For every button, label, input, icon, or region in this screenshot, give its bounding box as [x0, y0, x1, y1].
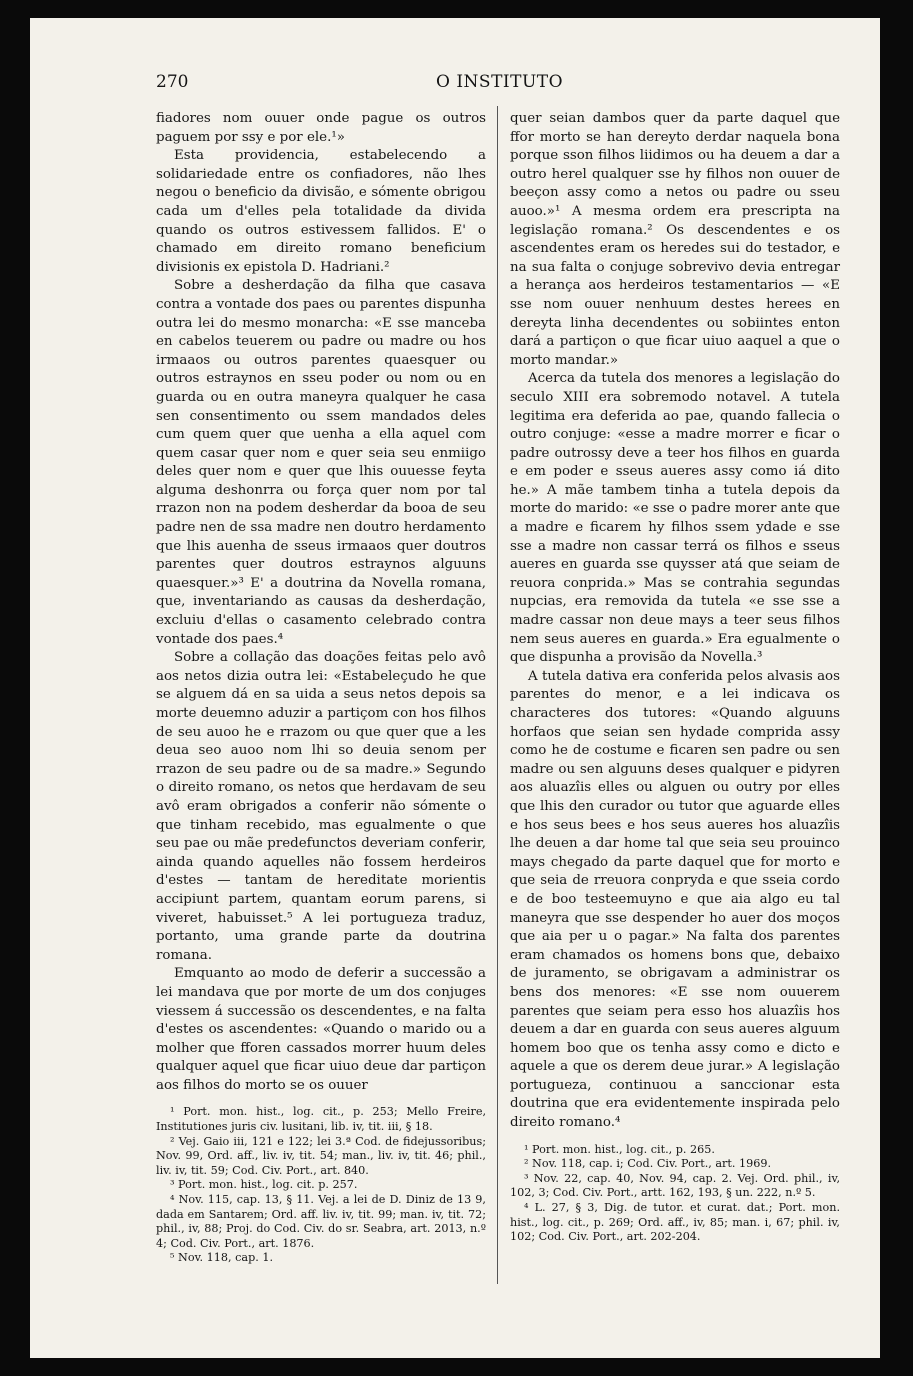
running-head: O INSTITUTO — [436, 72, 564, 92]
footnote: ¹ Port. mon. hist., log. cit., p. 253; Mello Freire, Institutiones juris civ. lusitani, lib. iv, tit. iii, § 18. — [156, 1105, 486, 1134]
footnote: ³ Port. mon. hist., log. cit. p. 257. — [170, 1178, 358, 1192]
footnote: ² Nov. 118, cap. i; Cod. Civ. Port., art. 1969. — [524, 1157, 772, 1171]
left-column — [156, 110, 486, 1266]
paragraph: A tutela dativa era conferida pelos alvasis aos parentes do menor, e a lei indicava os characteres dos tutores: «Quando alguuns horfaos que seian sen hydade comprida assy como he de costume e ficaren sen padre ou sen madre ou sen alguuns deses qualquer e pidyren aos aluazîis elles ou alguen ou outry por elles que lhis den curador ou tutor que aguarde elles e hos seus bees e hos seus aueres hos aluazîis lhe deuen a dar home tal que seia seu prouinco mays chegado da parte daquel que for morto e que seia de rreuora conpryda e que sseia cordo e de boo testeemuyno e que aia algo eu tal maneyra que sse despender ho auer dos moços que aia per u o pagar.» Na falta dos parentes eram chamados os homens bons que, debaixo de juramento, se obrigavam a administrar os bens dos menores: «E sse nom ouuerem parentes que seiam pera esso hos aluazîis hos deuem a dar en guarda con seus aueres alguum homem boo que os tenha assy como e dicto e aquele a que os derem deue jurar.» A legislação portugueza, continuou a sanccionar esta doutrina que era evidentemente inspirada pelo direito romano.⁴ — [510, 668, 840, 1131]
column-divider — [497, 106, 498, 1284]
footnote: ¹ Port. mon. hist., log. cit., p. 265. — [524, 1142, 715, 1156]
footnote: ² Vej. Gaio iii, 121 e 122; lei 3.ª Cod. de fidejussoribus; Nov. 99, Ord. aff., liv. iv, tit. 54; man., liv. iv, tit. 46; phil., liv. iv, tit. 59; Cod. Civ. Port., art. 840. — [156, 1134, 486, 1177]
footnote: ⁴ L. 27, § 3, Dig. de tutor. et curat. dat.; Port. mon. hist., log. cit., p. 269; Ord. aff., iv, 85; man. i, 67; phil. iv, 102; Cod. Civ. Port., art. 202-204. — [510, 1201, 840, 1244]
footnotes — [156, 1105, 486, 1266]
page-header — [30, 72, 880, 96]
paragraph: Sobre a desherdação da filha que casava contra a vontade dos paes ou parentes dispunha outra lei do mesmo monarcha: «E sse manceba en cabelos teuerem ou padre ou madre ou hos irmaaos ou outros parentes quaesquer ou outros estraynos en sseu poder ou nom ou en guarda ou en outra maneyra qualquer he casa sen consentimento ou ssem mandados deles cum quem quer que uenha a ella aquel com quem casar quer nom e quer seia seu enmiigo deles quer nom e quer que lhis ouuesse feyta alguma deshonrra ou força quer nom por tal rrazon non na podem desherdar da booa de seu padre nen de ssa madre nen doutro herdamento que lhis auenha de sseus irmaaos quer doutros parentes quer doutros estraynos alguuns quaesquer.»³ E' a doutrina da Novella romana, que, inventariando as causas da desherdação, excluiu d'ellas o casamento celebrado contra vontade dos paes.⁴ — [156, 278, 486, 647]
paragraph: Sobre a collação das doações feitas pelo avô aos netos dizia outra lei: «Estabeleçudo he que se alguem dá en sa uida a seus netos depois sa morte deuemno aduzir a partiçom con hos filhos de seu auoo he e rrazom ou que quer que a les deua seo auoo nom lhi so deuia senom per rrazon de seu padre ou de sa madre.» Segundo o direito romano, os netos que herdavam de seu avô eram obrigados a conferir não sómente o que tinham recebido, mas egualmente o que seu pae ou mãe predefunctos deveriam conferir, ainda quando aquelles não fossem herdeiros d'estes — tantam de hereditate morientis accipiunt partem, quantam eorum parens, si viveret, habuisset.⁵ A lei portugueza traduz, portanto, uma grande parte da doutrina romana. — [156, 650, 486, 963]
footnotes — [510, 1143, 840, 1245]
book-page — [30, 18, 880, 1358]
paragraph: quer seian dambos quer da parte daquel que ffor morto se han dereyto derdar naquela bona porque sson filhos liidimos ou ha deuem a dar a outro herel qualquer sse hy filhos non ouuer de beeçon assy como a netos ou padre ou sseu auoo.»¹ A mesma ordem era prescripta na legislação romana.² Os descendentes e os ascendentes eram os heredes sui do testador, e na sua falta o conjuge sobrevivo devia entregar a herança aos herdeiros testamentarios — «E sse nom ouuer nenhuum destes herees en dereyta linha decendentes ou sobiintes enton dará a partiçon o que ficar uiuo aaquel a que o morto mandar.» — [510, 111, 840, 368]
footnote: ³ Nov. 22, cap. 40, Nov. 94, cap. 2. Vej. Ord. phil., iv, 102, 3; Cod. Civ. Port., artt. 162, 193, § un. 222, n.º 5. — [510, 1171, 840, 1200]
page-number: 270 — [156, 72, 189, 92]
paragraph: fiadores nom ouuer onde pague os outros paguem por ssy e por ele.¹» — [156, 111, 486, 145]
paragraph: Esta providencia, estabelecendo a solidariedade entre os confiadores, não lhes negou o beneficio da divisão, e sómente obrigou cada um d'elles pela totalidade da divida quando os outros estivessem fallidos. E' o chamado em direito romano beneficium divisionis ex epistola D. Hadriani.² — [156, 148, 486, 275]
footnote: ⁵ Nov. 118, cap. 1. — [170, 1251, 274, 1265]
right-column — [510, 110, 840, 1245]
footnote: ⁴ Nov. 115, cap. 13, § 11. Vej. a lei de D. Diniz de 13 9, dada em Santarem; Ord. aff. liv. iv, tit. 99; man. iv, tit. 72; phil., iv, 88; Proj. do Cod. Civ. do sr. Seabra, art. 2013, n.º 4; Cod. Civ. Port., art. 1876. — [156, 1193, 486, 1250]
paragraph: Acerca da tutela dos menores a legislação do seculo XIII era sobremodo notavel. A tutela legitima era deferida ao pae, quando fallecia o outro conjuge: «esse a madre morrer e ficar o padre outrossy deve a teer hos filhos en guarda e em poder e sseus aueres assy como iá dito he.» A mãe tambem tinha a tutela depois da morte do marido: «e sse o padre morer ante que a madre e ficarem hy filhos ssem ydade e sse sse a madre non cassar terrá os filhos e sseus aueres en guarda sse quysser atá que seiam de reuora conprida.» Mas se contrahia segundas nupcias, era removida da tutela «e sse sse a madre cassar non deue mays a teer seus filhos nem seus aueres en guarda.» Era egualmente o que dispunha a provisão da Novella.³ — [510, 371, 840, 666]
paragraph: Emquanto ao modo de deferir a successão a lei mandava que por morte de um dos conjuges viessem á successão os descendentes, e na falta d'estes os ascendentes: «Quando o marido ou a molher que fforen cassados morrer huum deles qualquer aquel que ficar uiuo deue dar partiçon aos filhos do morto se os ouuer — [156, 966, 486, 1093]
